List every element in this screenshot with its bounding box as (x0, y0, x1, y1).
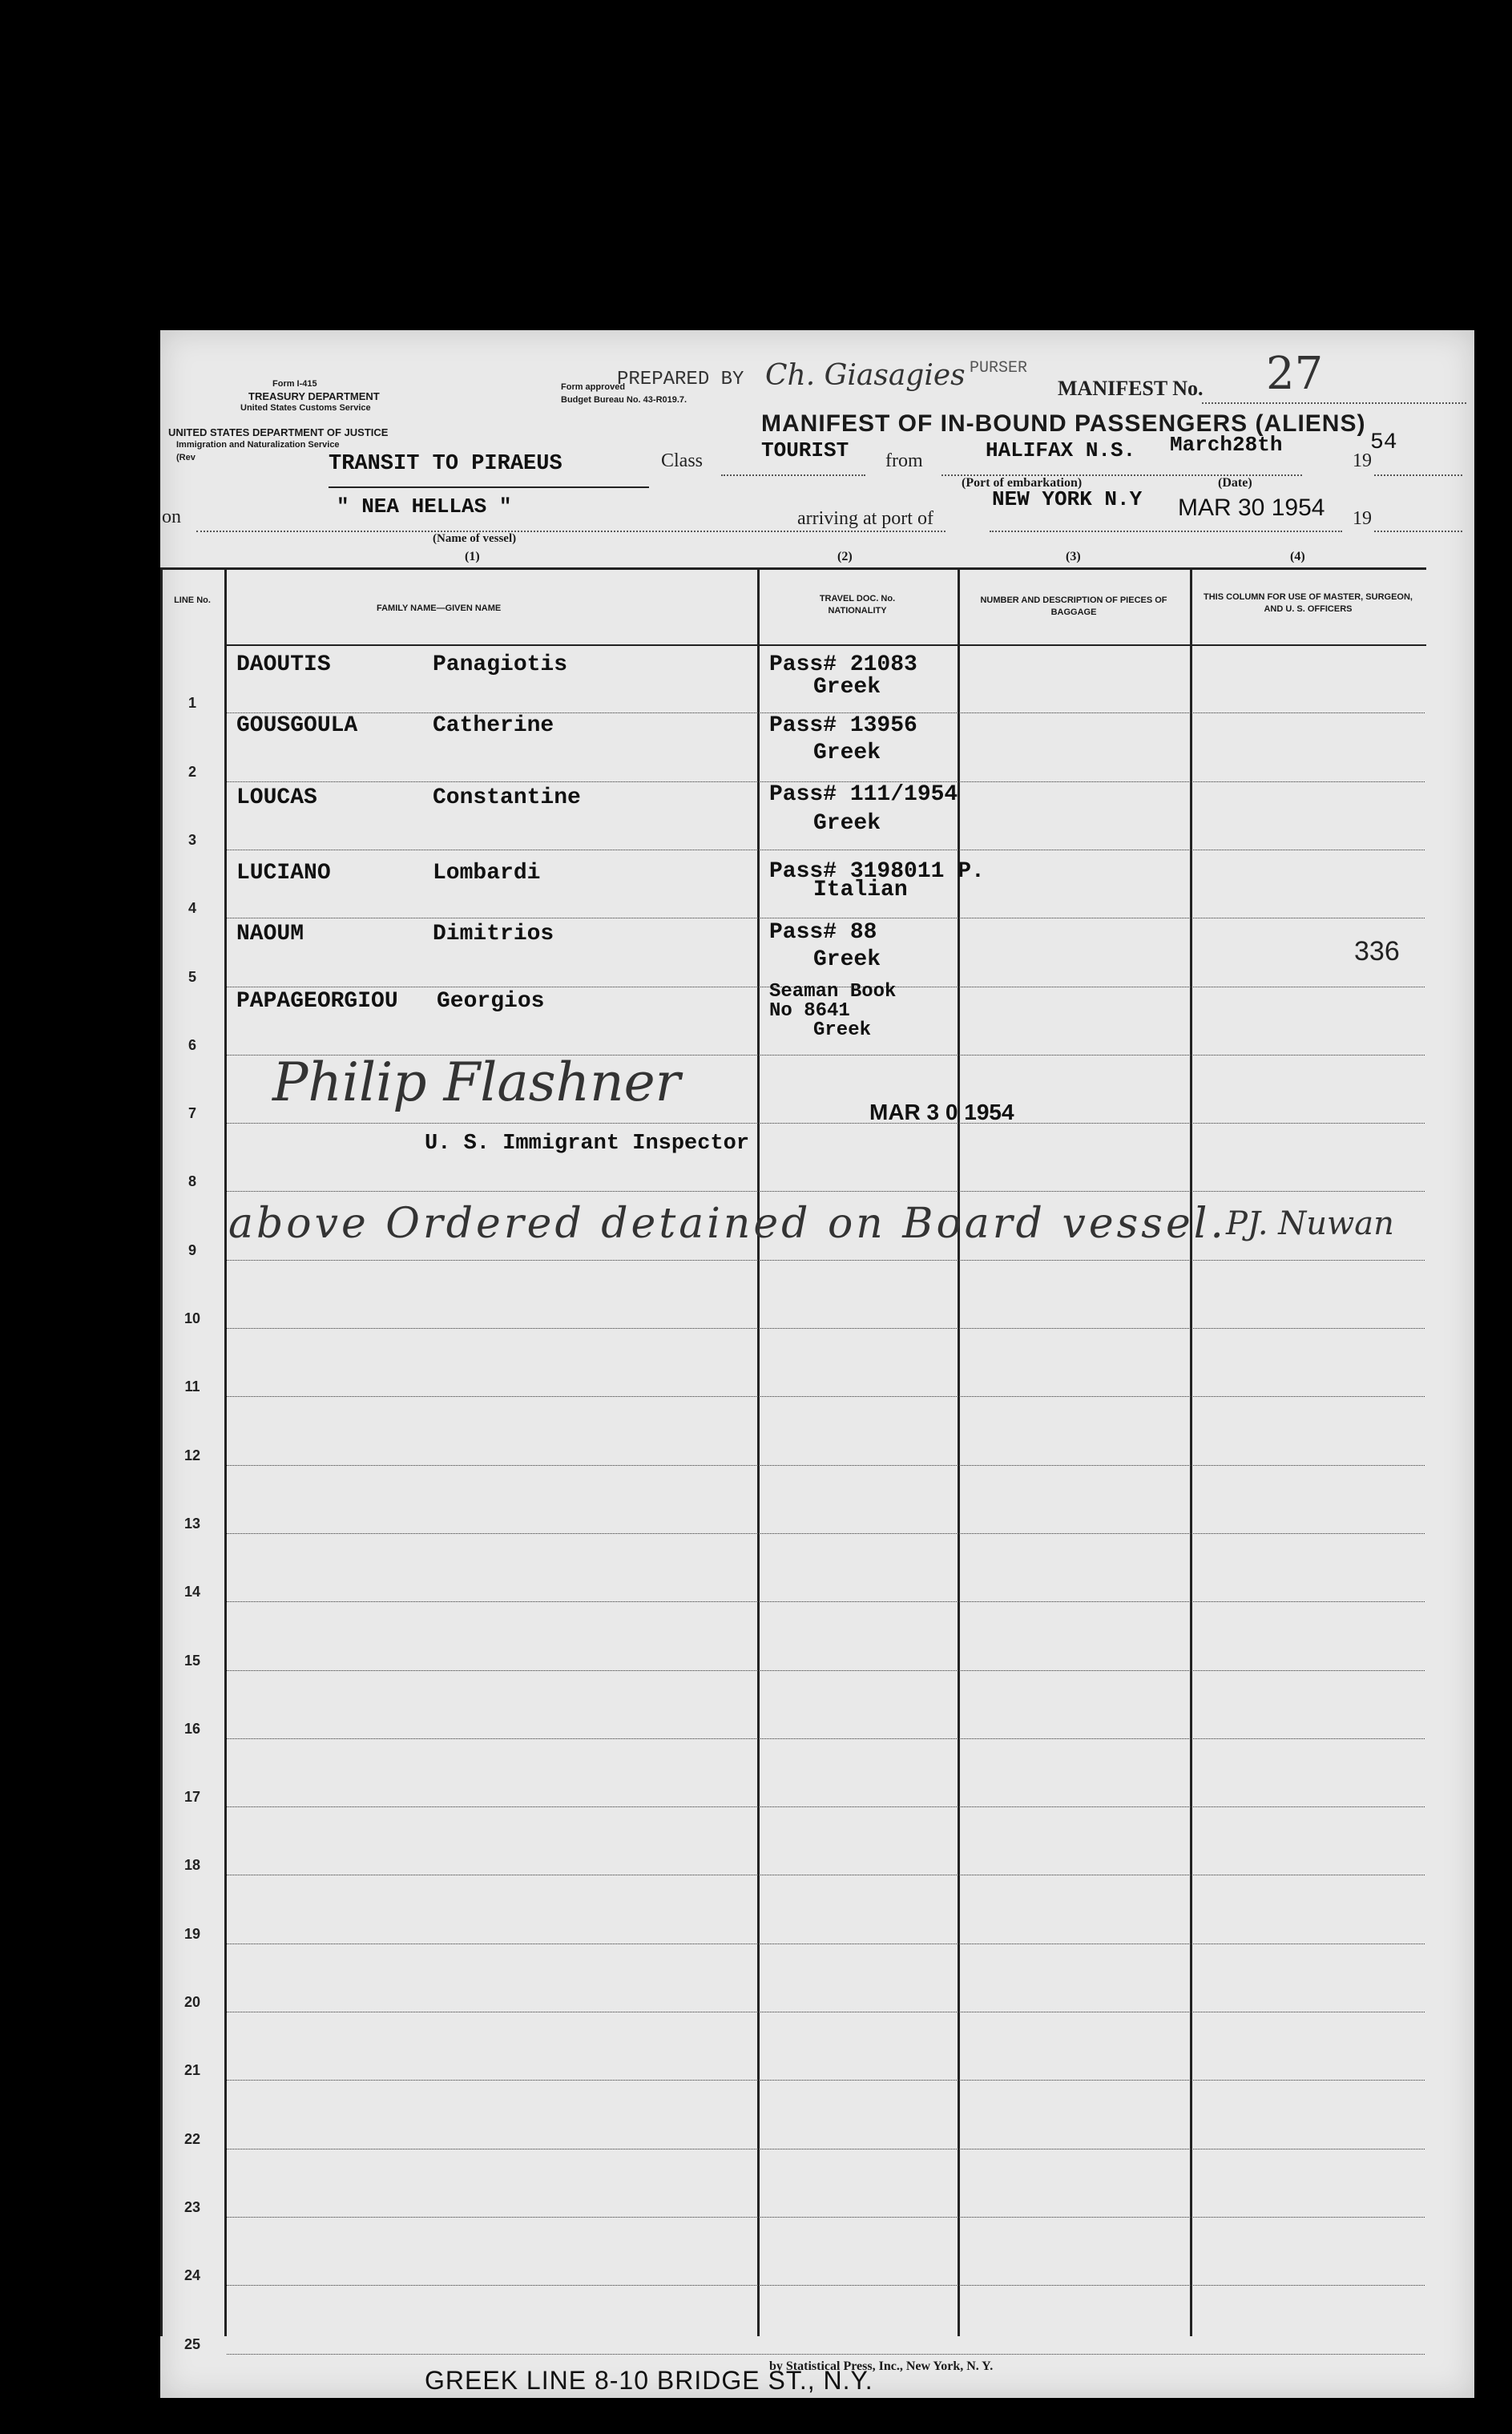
line-number: 21 (183, 2062, 201, 2079)
arrival-stamp: MAR 30 1954 (1178, 494, 1325, 521)
table-row-line (227, 1260, 1425, 1261)
table-row-line (227, 1738, 1425, 1739)
manifest-number: 27 (1266, 348, 1324, 400)
line-number: 25 (183, 2335, 201, 2352)
customs-service: United States Customs Service (240, 403, 371, 413)
line-number: 2 (187, 763, 196, 780)
passenger-2-given: Catherine (433, 713, 554, 738)
binder-hole (88, 2244, 128, 2284)
officer-note: 336 (1354, 936, 1400, 967)
passenger-4-given: Lombardi (433, 861, 541, 886)
year-prefix: 19 (1353, 450, 1372, 471)
header-baggage: NUMBER AND DESCRIPTION OF PIECES OF BAGGAGE (980, 595, 1167, 617)
class-value: TOURIST (761, 438, 849, 462)
binder-hole (88, 971, 128, 1011)
passenger-6-nat: Greek (813, 1019, 872, 1041)
passenger-3-doc: Pass# 111/1954 (769, 782, 958, 807)
manifest-title: MANIFEST OF IN-BOUND PASSENGERS (ALIENS) (761, 410, 1366, 437)
treasury-dept: TREASURY DEPARTMENT (248, 390, 380, 402)
passenger-2-nat: Greek (813, 741, 881, 765)
line-number: 8 (187, 1173, 196, 1190)
table-left-border (160, 569, 163, 2336)
col-divider-doc (958, 569, 960, 2336)
vessel-name: " NEA HELLAS " (337, 494, 512, 519)
header-line-no: LINE No. (174, 595, 211, 605)
detention-note: above Ordered detained on Board vessel. (228, 1200, 1227, 1248)
passenger-6-given: Georgios (437, 989, 545, 1014)
line-number: 23 (183, 2198, 201, 2215)
line-number: 24 (183, 2267, 201, 2284)
binder-hole (88, 2105, 128, 2145)
vessel-caption: (Name of vessel) (433, 532, 517, 545)
budget-bureau: Budget Bureau No. 43-R019.7. (561, 395, 687, 405)
line-number: 5 (187, 968, 196, 985)
passenger-2-doc: Pass# 13956 (769, 713, 917, 738)
line-number: 12 (183, 1447, 201, 1463)
line-number: 20 (183, 1994, 201, 2010)
passenger-5-family: NAOUM (236, 922, 304, 947)
passenger-4-family: LUCIANO (236, 861, 331, 886)
table-row-line (227, 2080, 1425, 2081)
passenger-6-doc2: No 8641 (769, 1000, 850, 1022)
form-approved: Form approved (561, 382, 626, 392)
line-number: 4 (187, 900, 196, 917)
rev-mark: (Rev (176, 453, 196, 462)
binder-hole (88, 1786, 128, 1827)
justice-dept: UNITED STATES DEPARTMENT OF JUSTICE (168, 426, 389, 438)
header-doc: TRAVEL DOC. No. NATIONALITY (819, 594, 896, 616)
form-number: Form I-415 (272, 379, 317, 389)
prepared-by-signature: Ch. Giasagies (765, 359, 966, 392)
col-divider-baggage (1190, 569, 1192, 2336)
footer-stamp: GREEK LINE 8-10 BRIDGE ST., N.Y. (425, 2366, 873, 2395)
passenger-6-family: PAPAGEORGIOU (236, 989, 398, 1014)
class-label: Class (661, 450, 704, 471)
table-row-line (227, 1533, 1425, 1534)
col-num-4: (4) (1290, 550, 1305, 563)
table-row-line (227, 1806, 1425, 1807)
table-row-line (227, 2285, 1425, 2286)
passenger-5-doc: Pass# 88 (769, 920, 877, 945)
date-value: March28th (1170, 433, 1283, 457)
table-row-line (227, 2354, 1425, 2355)
binder-hole (88, 883, 128, 923)
date-caption: (Date) (1218, 476, 1252, 490)
transit-note: TRANSIT TO PIRAEUS (329, 452, 562, 476)
passenger-4-doc: Pass# 3198011 P. (769, 859, 985, 884)
passenger-5-nat: Greek (813, 947, 881, 972)
table-row-line (227, 1465, 1425, 1466)
prepared-by-label: PREPARED BY (617, 369, 744, 390)
binder-hole (88, 1697, 128, 1737)
line-number: 15 (183, 1652, 201, 1669)
table-top-border (160, 567, 1426, 570)
line-number: 10 (183, 1310, 201, 1326)
passenger-3-given: Constantine (433, 785, 581, 810)
ins-service: Immigration and Naturalization Service (176, 440, 340, 450)
purser-label: PURSER (970, 359, 1028, 377)
inspector-stamp: MAR 3 0 1954 (869, 1100, 1014, 1124)
from-value: HALIFAX N.S. (986, 438, 1136, 462)
binder-hole (88, 523, 128, 563)
year-prefix-2: 19 (1353, 508, 1372, 529)
line-number: 19 (183, 1925, 201, 1942)
table-row-line (227, 1123, 1425, 1124)
line-number: 11 (184, 1378, 200, 1395)
table-row-line (227, 1191, 1425, 1192)
passenger-4-nat: Italian (813, 878, 908, 902)
passenger-3-family: LOUCAS (236, 785, 317, 810)
table-row-line (227, 1396, 1425, 1397)
binder-hole (88, 2195, 128, 2235)
inspector-signature: Philip Flashner (272, 1052, 681, 1113)
line-number: 17 (183, 1789, 201, 1806)
line-number: 9 (187, 1241, 196, 1258)
col-num-1: (1) (465, 550, 480, 563)
header-name: FAMILY NAME—GIVEN NAME (377, 603, 502, 613)
passenger-1-doc: Pass# 21083 (769, 652, 917, 677)
footer-printer: by Statistical Press, Inc., New York, N. Y. (769, 2359, 994, 2373)
table-row-line (227, 2217, 1425, 2218)
passenger-1-nat: Greek (813, 675, 881, 700)
port-caption: (Port of embarkation) (962, 476, 1083, 490)
table-row-line (227, 1601, 1425, 1602)
passenger-table (160, 330, 1474, 2398)
binder-hole (88, 473, 128, 513)
passenger-5-given: Dimitrios (433, 922, 554, 947)
passenger-3-nat: Greek (813, 811, 881, 836)
line-number: 3 (187, 831, 196, 848)
passenger-1-family: DAOUTIS (236, 652, 331, 677)
on-label: on (162, 507, 181, 527)
col-num-3: (3) (1066, 550, 1081, 563)
passenger-1-given: Panagiotis (433, 652, 568, 677)
from-label: from (885, 450, 923, 471)
line-number: 13 (183, 1515, 201, 1532)
table-row-line (227, 1328, 1425, 1329)
passenger-6-doc: Seaman Book (769, 981, 897, 1003)
line-number: 18 (183, 1857, 201, 1874)
line-number: 7 (187, 1105, 196, 1122)
arriving-label: arriving at port of (797, 508, 933, 529)
manifest-no-label: MANIFEST No. (1058, 377, 1204, 400)
year-value: 54 (1370, 430, 1397, 455)
passenger-2-family: GOUSGOULA (236, 713, 358, 738)
detention-initials: PJ. Nuwan (1226, 1205, 1394, 1242)
binder-hole (88, 1026, 128, 1066)
manifest-page (160, 330, 1474, 2398)
binder-hole (88, 385, 128, 425)
table-row-line (227, 1670, 1425, 1671)
arrival-port: NEW YORK N.Y (992, 487, 1143, 511)
header-bottom-border (224, 644, 1426, 646)
line-number: 16 (183, 1720, 201, 1737)
inspector-title: U. S. Immigrant Inspector (425, 1132, 750, 1156)
binder-hole (88, 793, 128, 834)
binder-hole (88, 1835, 128, 1875)
line-number: 14 (183, 1584, 201, 1600)
col-divider-line (224, 569, 227, 2336)
line-number: 1 (187, 695, 196, 712)
col-num-2: (2) (837, 550, 853, 563)
line-number: 22 (183, 2130, 201, 2147)
header-officers: THIS COLUMN FOR USE OF MASTER, SURGEON, AND U. S. OFFICERS (1204, 592, 1413, 614)
col-divider-name (757, 569, 760, 2336)
line-number: 6 (187, 1036, 196, 1053)
